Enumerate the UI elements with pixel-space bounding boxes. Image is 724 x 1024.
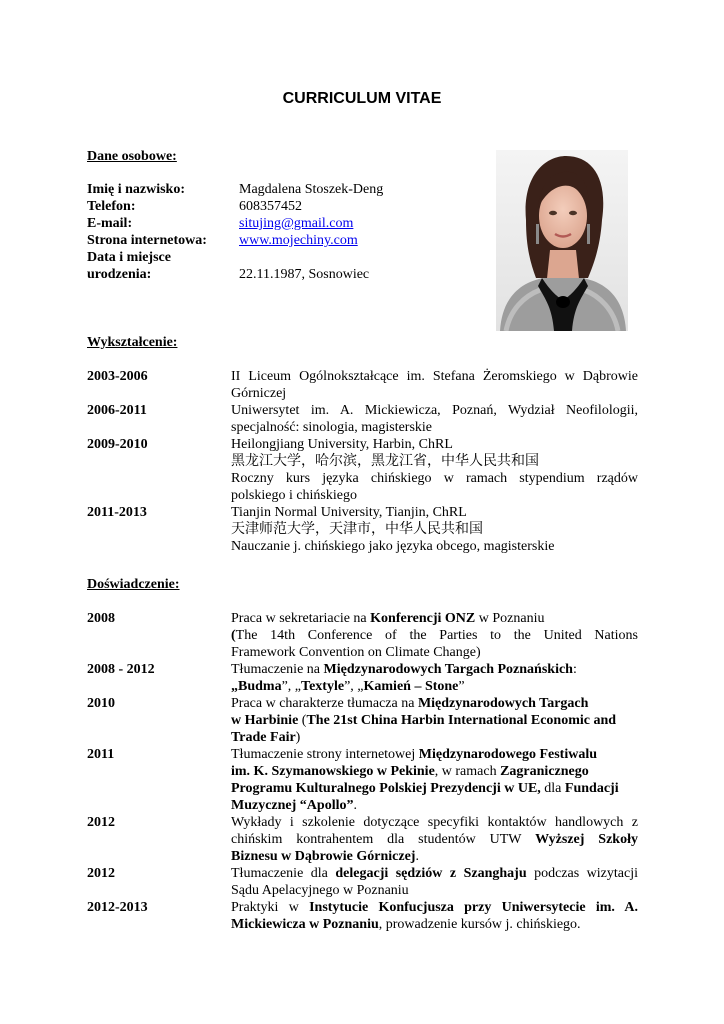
name-value: Magdalena Stoszek-Deng [239, 182, 384, 197]
entry-line: 天津师范大学，天津市，中华人民共和国 [231, 522, 483, 537]
entry-line: polskiego i chińskiego [231, 488, 357, 503]
profile-photo [496, 150, 628, 331]
entry-line: Heilongjiang University, Harbin, ChRL [231, 437, 453, 452]
entry-line: Nauczanie j. chińskiego jako języka obcego, magisterskie [231, 539, 555, 554]
entry-line: 黑龙江大学，哈尔滨，黑龙江省，中华人民共和国 [231, 454, 539, 469]
education-list [87, 368, 638, 555]
entry-line: Praca w charakterze tłumacza na Międzynarodowych Targach [231, 696, 589, 711]
experience-entry [87, 865, 638, 899]
entry-line: Programu Kulturalnego Polskiej Prezydencji w UE, dla Fundacji [231, 781, 619, 796]
entry-years: 2011-2013 [87, 505, 147, 520]
birth-label-line-2: urodzenia: [87, 267, 152, 282]
experience-entry [87, 610, 638, 661]
birth-row [87, 249, 383, 283]
entry-line: Praca w sekretariacie na Konferencji ONZ w Poznaniu [231, 611, 545, 626]
entry-line: specjalność: sinologia, magisterskie [231, 420, 433, 435]
education-entry [87, 402, 638, 436]
birth-label [87, 249, 239, 283]
entry-years: 2012 [87, 815, 115, 830]
entry-years: 2006-2011 [87, 403, 147, 418]
website-label: Strona internetowa: [87, 233, 207, 248]
entry-years: 2012-2013 [87, 900, 148, 915]
entry-years: 2008 [87, 611, 115, 626]
experience-entry [87, 695, 638, 746]
phone-row [87, 198, 383, 215]
phone-label: Telefon: [87, 199, 136, 214]
entry-years: 2003-2006 [87, 369, 148, 384]
entry-line: Biznesu w Dąbrowie Górniczej. [231, 849, 419, 864]
phone-value: 608357452 [239, 199, 302, 214]
entry-line: chińskim kontrahentem dla studentów UTW Wyższej Szkoły [231, 832, 638, 847]
entry-years: 2010 [87, 696, 115, 711]
email-link[interactable]: situjing@gmail.com [239, 216, 354, 231]
education-entry [87, 368, 638, 402]
email-label: E-mail: [87, 216, 133, 231]
experience-entry [87, 814, 638, 865]
document-title: CURRICULUM VITAE [282, 90, 442, 107]
entry-line: Muzycznej “Apollo”. [231, 798, 357, 813]
experience-entry [87, 899, 638, 933]
entry-line: Wykłady i szkolenie dotyczące specyfiki kontaktów handlowych z [231, 815, 638, 830]
email-row [87, 215, 383, 232]
entry-line: Tłumaczenie na Międzynarodowych Targach Poznańskich: [231, 662, 577, 677]
entry-line: „Budma”, „Textyle”, „Kamień – Stone” [231, 679, 465, 694]
entry-line: (The 14th Conference of the Parties to the United Nations [231, 628, 638, 643]
education-entry [87, 504, 638, 555]
entry-line: Tłumaczenie strony internetowej Międzynarodowego Festiwalu [231, 747, 597, 762]
entry-years: 2012 [87, 866, 115, 881]
entry-line: Roczny kurs języka chińskiego w ramach stypendium rządów [231, 471, 638, 486]
entry-line: Uniwersytet im. A. Mickiewicza, Poznań, Wydział Neofilologii, [231, 403, 638, 418]
birth-value: 22.11.1987, Sosnowiec [239, 267, 370, 282]
experience-heading: Doświadczenie: [87, 577, 180, 592]
experience-list [87, 610, 638, 933]
entry-line: Mickiewicza w Poznaniu, prowadzenie kursów j. chińskiego. [231, 917, 581, 932]
entry-years: 2008 - 2012 [87, 662, 155, 677]
entry-years: 2011 [87, 747, 115, 762]
education-heading: Wykształcenie: [87, 335, 178, 350]
name-label: Imię i nazwisko: [87, 182, 185, 197]
birth-label-line-1: Data i miejsce [87, 250, 171, 265]
entry-line: Trade Fair) [231, 730, 301, 745]
entry-line: Górniczej [231, 386, 287, 401]
experience-entry [87, 661, 638, 695]
entry-line: Sądu Apelacyjnego w Poznaniu [231, 883, 409, 898]
entry-line: Praktyki w Instytucie Konfucjusza przy Uniwersytecie im. A. [231, 900, 638, 915]
experience-entry [87, 746, 638, 814]
personal-data-heading: Dane osobowe: [87, 149, 177, 164]
entry-line: Tłumaczenie dla delegacji sędziów z Szanghaju podczas wizytacji [231, 866, 638, 881]
entry-years: 2009-2010 [87, 437, 148, 452]
name-row [87, 181, 383, 198]
entry-line: Tianjin Normal University, Tianjin, ChRL [231, 505, 467, 520]
entry-line: Framework Convention on Climate Change) [231, 645, 481, 660]
website-row [87, 232, 383, 249]
education-entry [87, 436, 638, 504]
entry-line: II Liceum Ogólnokształcące im. Stefana Żeromskiego w Dąbrowie [231, 369, 638, 384]
website-link[interactable]: www.mojechiny.com [239, 233, 358, 248]
personal-data [87, 181, 383, 283]
entry-line: w Harbinie (The 21st China Harbin International Economic and [231, 713, 617, 728]
entry-line: im. K. Szymanowskiego w Pekinie, w ramach Zagranicznego [231, 764, 589, 779]
